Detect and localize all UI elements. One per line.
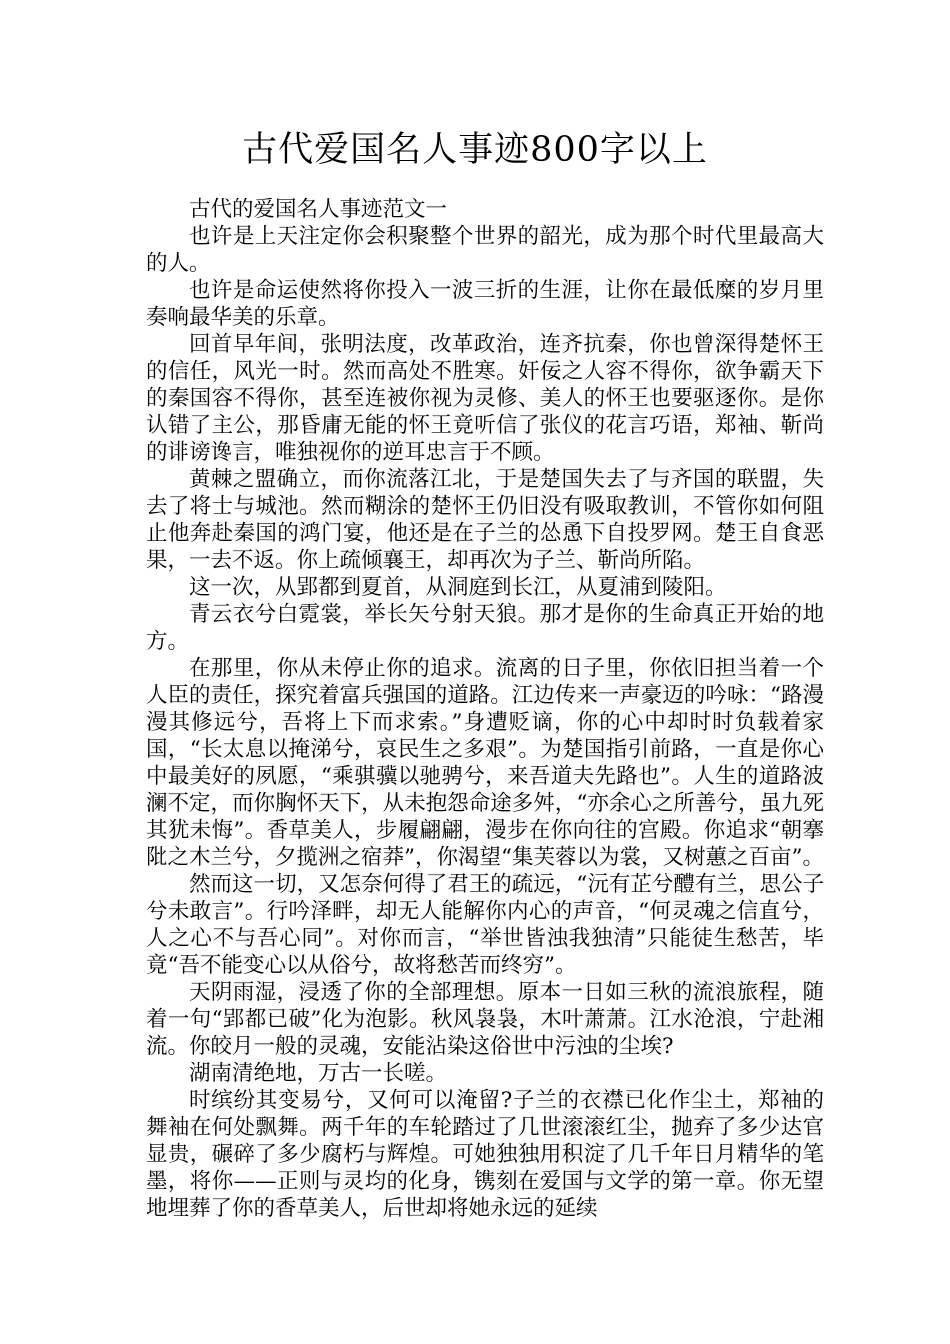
paragraph-6: 这一次，从郢都到夏首，从洞庭到长江，从夏浦到陵阳。	[189, 575, 727, 600]
paragraph-7: 青云衣兮白霓裳，举长矢兮射天狼。那才是你的生命真正开始的地方。	[146, 602, 824, 654]
paragraph-1: 古代的爱国名人事迹范文一	[189, 197, 448, 222]
page-title: 古代爱国名人事迹800字以上	[242, 130, 708, 170]
paragraph-4: 回首早年间，张明法度，改革政治，连齐抗秦，你也曾深得楚怀王的信任，风光一时。然而高处不胜寒。奸佞之人容不得你，欲争霸天下的秦国容不得你，甚至连被你视为灵修、美人的怀王也要驱逐你。是你认错了主公，那昏庸无能的怀王竟听信了张仪的花言巧语，郑袖、靳尚的诽谤谗言，唯独视你的逆耳忠言于不顾。	[146, 332, 824, 465]
paragraph-11: 湖南清绝地，万古一长嗟。	[189, 1061, 448, 1086]
paragraph-2: 也许是上天注定你会积聚整个世界的韶光，成为那个时代里最高大的人。	[146, 224, 824, 276]
paragraph-9: 然而这一切，又怎奈何得了君王的疏远，“沅有芷兮醴有兰，思公子兮未敢言”。行吟泽畔，却无人能解你内心的声音，“何灵魂之信直兮，人之心不与吾心同”。对你而言，“举世皆浊我独清”只能徒生愁苦，毕竟“吾不能变心以从俗兮，故将愁苦而终穷”。	[146, 872, 824, 978]
document-body	[146, 196, 824, 1222]
paragraph-8: 在那里，你从未停止你的追求。流离的日子里，你依旧担当着一个人臣的责任，探究着富兵强国的道路。江边传来一声豪迈的吟咏：“路漫漫其修远兮，吾将上下而求索。”身遭贬谪，你的心中却时时负载着家国，“长太息以掩涕兮，哀民生之多艰”。为楚国指引前路，一直是你心中最美好的夙愿，“乘骐骥以驰骋兮，来吾道夫先路也”。人生的道路波澜不定，而你胸怀天下，从未抱怨命途多舛，“亦余心之所善兮，虽九死其犹未悔”。香草美人，步履翩翩，漫步在你向往的宫殿。你追求“朝搴阰之木兰兮，夕揽洲之宿莽”，你渴望“集芙蓉以为裳，又树蕙之百亩”。	[146, 656, 824, 870]
paragraph-5: 黄棘之盟确立，而你流落江北，于是楚国失去了与齐国的联盟，失去了将士与城池。然而糊涂的楚怀王仍旧没有吸取教训，不管你如何阻止他奔赴秦国的鸿门宴，他还是在子兰的怂恿下自投罗网。楚王自食恶果，一去不返。你上疏倾襄王，却再次为子兰、靳尚所陷。	[146, 467, 824, 573]
paragraph-12: 时缤纷其变易兮，又何可以淹留?子兰的衣襟已化作尘土，郑袖的舞袖在何处飘舞。两千年的车轮踏过了几世滚滚红尘，抛弃了多少达官显贵，碾碎了多少腐朽与辉煌。可她独独用积淀了几千年日月精华的笔墨，将你——正则与灵均的化身，镌刻在爱国与文学的第一章。你无望地埋葬了你的香草美人，后世却将她永远的延续	[146, 1088, 824, 1221]
paragraph-10: 天阴雨湿，浸透了你的全部理想。原本一日如三秋的流浪旅程，随着一句“郢都已破”化为泡影。秋风袅袅，木叶萧萧。江水沧浪，宁赴湘流。你皎月一般的灵魂，安能沾染这俗世中污浊的尘埃?	[146, 980, 824, 1059]
paragraph-3: 也许是命运使然将你投入一波三折的生涯，让你在最低糜的岁月里奏响最华美的乐章。	[146, 278, 824, 330]
